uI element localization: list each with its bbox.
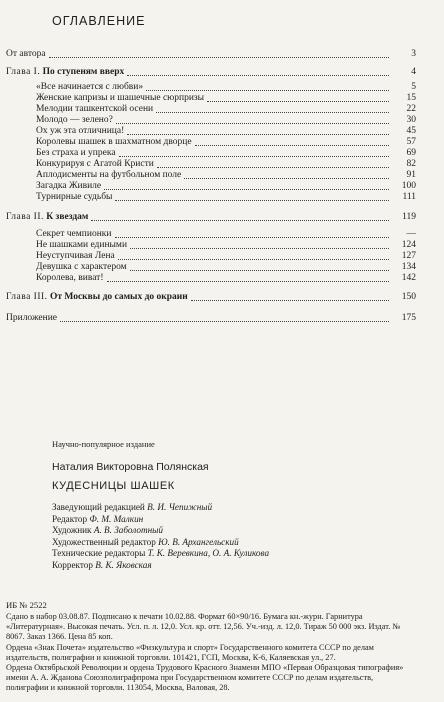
dot-leader — [116, 123, 389, 124]
credit-name: Ф. М. Малкин — [89, 513, 144, 524]
chapter-number: Глава I. — [6, 67, 41, 77]
toc-entry-label: Женские капризы и шашечные сюрпризы — [36, 93, 205, 103]
credit-line — [52, 548, 422, 560]
credit-role: Редактор — [52, 513, 88, 524]
toc-entry-page: 91 — [406, 170, 416, 180]
toc-entry-label: Турнирные судьбы — [36, 192, 113, 202]
toc-entry[interactable] — [36, 170, 416, 181]
credit-role: Технические редакторы — [52, 548, 146, 558]
toc-entry-label: Не шашками едиными — [36, 240, 128, 250]
credits-list — [52, 502, 422, 571]
dot-leader — [130, 270, 389, 271]
printer-info: Ордена Октябрьской Революции и ордена Трудового Красного Знамени МПО «Первая Образцовая типография» имени А. А. Жданова Союзполиграфпрома при Государственном комитете СССР по делам издательств, полиграфии и книжной торговли. 113054, Москва, Валовая, 28. — [6, 663, 404, 693]
toc-entry[interactable] — [36, 137, 416, 148]
credit-role: Художник — [52, 525, 92, 535]
toc-entry-label: Мелодии ташкентской осени — [36, 104, 154, 114]
toc-entry[interactable] — [36, 148, 416, 159]
toc-entry-page: 127 — [401, 251, 416, 261]
toc-entry-page: 57 — [406, 137, 416, 147]
credit-line — [52, 537, 422, 549]
dot-leader — [130, 248, 389, 249]
dot-leader — [115, 237, 390, 238]
toc-entry-page: 82 — [406, 159, 416, 169]
credit-line — [52, 502, 422, 514]
toc-entry-label: Секрет чемпионки — [36, 229, 112, 239]
toc-entry-page: 150 — [401, 292, 416, 302]
toc-title: ОГЛАВЛЕНИЕ — [52, 14, 146, 28]
toc-entry-label: От автора — [6, 49, 46, 59]
toc-entry-label: «Все начинается с любви» — [36, 82, 144, 92]
dot-leader — [104, 189, 389, 190]
toc-entry-page: 124 — [401, 240, 416, 250]
dot-leader — [184, 178, 389, 179]
toc-entry-label: Королевы шашек в шахматном дворце — [36, 137, 192, 147]
credit-role: Заведующий редакцией — [52, 502, 145, 512]
toc-entry-label: Загадка Живиле — [36, 181, 102, 191]
dot-leader — [191, 300, 389, 301]
toc-entry-label: Аплодисменты на футбольном поле — [36, 170, 182, 180]
credit-name: В. К. Яковская — [95, 559, 152, 570]
toc-entry-page: 119 — [402, 212, 416, 222]
production-info — [6, 612, 416, 694]
toc-entry-page: 111 — [402, 192, 416, 202]
dot-leader — [91, 220, 389, 221]
toc-entry-page: 69 — [406, 148, 416, 158]
toc-entry-page: 30 — [406, 115, 416, 125]
chapter-number: Глава III. — [6, 292, 48, 302]
dot-leader — [127, 75, 389, 76]
chapter-title: К звездам — [46, 212, 89, 222]
toc-entry-label: Ох уж эта отличница! — [36, 126, 125, 136]
toc-chapter[interactable] — [6, 292, 416, 303]
chapter-title: От Москвы до самых до окраин — [49, 292, 188, 302]
credit-line — [52, 525, 422, 537]
production-details: Сдано в набор 03.08.87. Подписано к печати 10.02.88. Формат 60×90/16. Бумага кн.-журн. Гарнитура «Литературная». Высокая печать. Усл. п. л. 12,0. Усл. кр. отт. 12,56. Уч.-изд. л. 12,0. Тираж 50 000 экз. Издат. № 8067. Заказ 1366. Цена 85 коп. — [6, 612, 401, 642]
toc-chapter[interactable] — [6, 67, 416, 78]
dot-leader — [115, 200, 389, 201]
toc-entry[interactable] — [36, 82, 416, 93]
toc-entry[interactable] — [36, 251, 416, 262]
credit-name: В. И. Чепижный — [147, 502, 213, 512]
toc-entry[interactable] — [36, 262, 416, 273]
toc-entry-page: 142 — [401, 273, 416, 283]
toc-entry[interactable] — [36, 159, 416, 170]
credit-name: А. В. Заболотный — [93, 525, 163, 535]
chapter-number: Глава II. — [6, 212, 44, 222]
toc-entry-page: 100 — [401, 181, 416, 191]
dot-leader — [49, 57, 389, 58]
toc-entry-label: Без страха и упрека — [36, 148, 116, 158]
toc-entry-page: 175 — [401, 313, 416, 323]
toc-entry-label: Девушка с характером — [36, 262, 127, 272]
toc-entry-page: 5 — [411, 82, 416, 92]
book-author: Наталия Викторовна Полянская — [52, 461, 209, 473]
chapter-title: По ступеням вверх — [42, 67, 125, 77]
toc-chapter[interactable] — [6, 212, 416, 223]
publication-genre: Научно-популярное издание — [52, 439, 155, 449]
toc-entry[interactable] — [36, 115, 416, 126]
credit-role: Художественный редактор — [52, 536, 156, 547]
toc-entry-label: Неуступчивая Лена — [36, 251, 115, 261]
toc-entry[interactable] — [36, 273, 416, 284]
credit-role: Корректор — [52, 559, 93, 570]
toc-entry-label: Конкурируя с Агатой Кристи — [36, 159, 154, 169]
dot-leader — [146, 90, 389, 91]
publisher-info: Ордена «Знак Почета» издательство «Физкультура и спорт» Государственного комитета СССР по делам издательств, полиграфии и книжной торговли. 101421, ГСП, Москва, К-6, Каляевская ул., 27. — [6, 642, 374, 662]
dot-leader — [127, 134, 389, 135]
toc-entry-page: 3 — [411, 49, 416, 59]
toc-entry-page: 15 — [406, 93, 416, 103]
toc-entry[interactable] — [36, 192, 416, 203]
toc-entry[interactable] — [6, 49, 416, 60]
credit-name: Т. К. Веревкина, О. А. Куликова — [147, 548, 270, 558]
dot-leader — [157, 167, 389, 168]
toc-entry-page: 45 — [406, 126, 416, 136]
dot-leader — [156, 112, 389, 113]
toc-entry[interactable] — [36, 104, 416, 115]
toc-entry[interactable] — [36, 240, 416, 251]
toc-entry-label: Королева, виват! — [36, 273, 104, 283]
toc-entry-page: — — [406, 229, 416, 239]
dot-leader — [60, 321, 389, 322]
ib-number: ИБ № 2522 — [6, 600, 47, 610]
dot-leader — [119, 156, 389, 157]
credit-line — [52, 514, 422, 526]
toc-entry-page: 134 — [401, 262, 416, 272]
toc-entry-page: 22 — [406, 104, 416, 114]
toc-entry[interactable] — [36, 126, 416, 137]
toc-entry[interactable] — [6, 313, 416, 324]
dot-leader — [207, 101, 389, 102]
dot-leader — [195, 145, 389, 146]
toc-entry-label: Приложение — [6, 313, 57, 323]
credit-line — [52, 560, 422, 572]
book-title: КУДЕСНИЦЫ ШАШЕК — [52, 480, 175, 492]
toc-entry[interactable] — [36, 93, 416, 104]
toc-entry[interactable] — [36, 181, 416, 192]
toc-entry[interactable] — [36, 229, 416, 240]
credit-name: Ю. В. Архангельский — [158, 536, 239, 547]
toc-entry-label: Молодо — зелено? — [36, 115, 113, 125]
dot-leader — [107, 281, 390, 282]
toc-entry-page: 4 — [411, 67, 416, 77]
dot-leader — [118, 259, 389, 260]
